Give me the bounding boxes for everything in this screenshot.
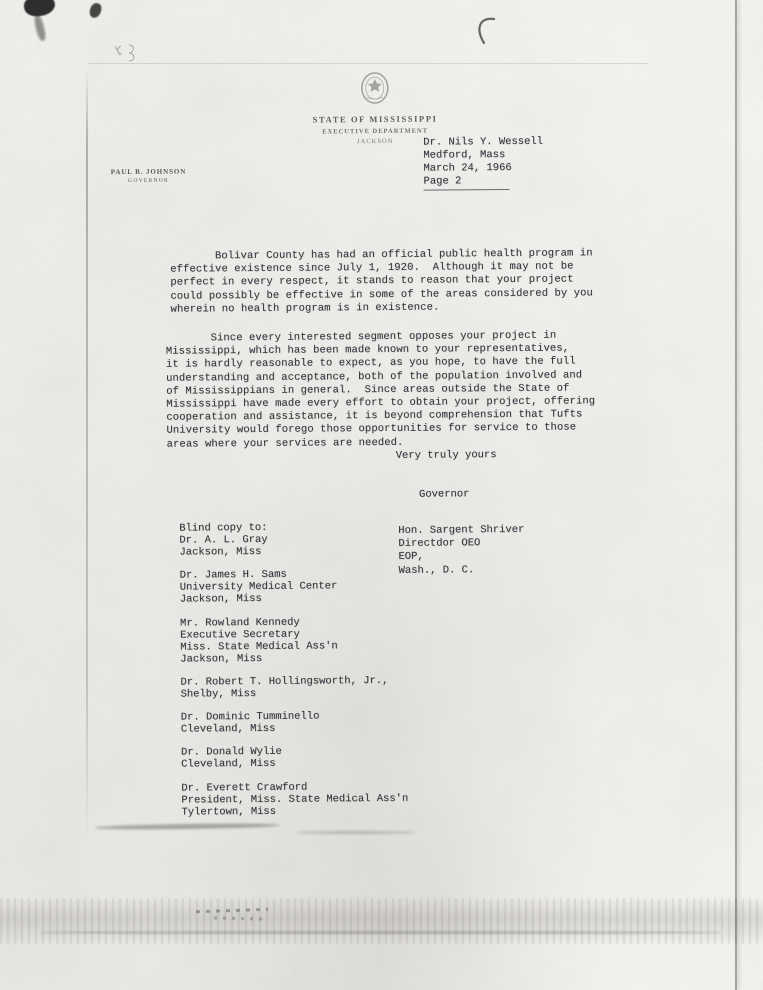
bcc-line: Dr. Donald Wylie (180, 746, 282, 759)
blind-copy-label: Blind copy to: (179, 521, 268, 535)
page-number-text: Page 2 (423, 175, 509, 191)
copy-recipient-block (398, 524, 524, 578)
letterhead-department: EXECUTIVE DEPARTMENT (322, 127, 429, 136)
bcc-line: Shelby, Miss (180, 688, 257, 701)
blind-copy-recipient (181, 710, 408, 736)
bcc-line: Dr. Everett Crawford (181, 781, 308, 795)
bcc-line: Jackson, Miss (179, 593, 262, 607)
bcc-line: Mr. Rowland Kennedy (179, 616, 300, 630)
bcc-line: Jackson, Miss (179, 546, 262, 559)
bcc-line: President, Miss. State Medical Ass'n (181, 792, 409, 807)
bcc-line: Dr. Robert T. Hollingsworth, Jr., (180, 674, 389, 689)
closing-line: Very truly yours (395, 449, 497, 462)
blind-copy-recipient (181, 780, 408, 818)
bcc-line: University Medical Center (179, 580, 338, 594)
blind-copy-recipient (181, 745, 408, 771)
blind-copy-list (179, 521, 408, 819)
ccr-line: Wash., D. C. (398, 563, 475, 577)
bcc-line: Dr. A. L. Gray (179, 533, 268, 547)
letter-date: March 24, 1966 (423, 161, 512, 175)
bcc-line: Tylertown, Miss (181, 805, 277, 819)
bcc-line: Executive Secretary (180, 628, 300, 642)
ccr-line: Directdor OEO (398, 537, 481, 551)
governor-name-block (91, 167, 205, 184)
letterhead-state-name: STATE OF MISSISSIPPI (312, 113, 438, 125)
body-paragraph-1: Bolivar County has had an official public health program in effective existence since July 1, 1920. Although it may not be perfect in every respect, it stands to reason that your project could possibly be effective in some of the areas considered by you wherein no health program is in existence. (170, 247, 593, 316)
bcc-line: Miss. State Medical Ass'n (180, 640, 338, 654)
blind-copy-recipient (180, 675, 407, 701)
recipient-name: Dr. Nils Y. Wessell (423, 135, 544, 149)
letterhead-city: JACKSON (357, 137, 394, 146)
blind-copy-recipient (180, 568, 407, 606)
blind-copy-recipient (179, 533, 406, 559)
blind-copy-recipient (180, 615, 407, 665)
bcc-line: Dr. Dominic Tumminello (180, 710, 320, 724)
bcc-line: Dr. James H. Sams (179, 569, 287, 582)
governor-title: GOVERNOR (128, 177, 170, 184)
body-paragraph-2: Since every interested segment opposes your project in Mississippi, which has been made known to your representatives, it is hardly reasonable to expect, as you hope, to have the full understanding and acceptance, both of the population involved and of Mississippians in general. Since areas outside the State of Mississippi have made every effort to obtain your project, offering cooperation and assistance, it is beyond comprehension that Tufts University would forego those opportunities for service to those areas where your services are needed. (165, 329, 596, 451)
signature-title: Governor (418, 488, 470, 501)
recipient-city: Medford, Mass (423, 148, 506, 162)
governor-name: PAUL B. JOHNSON (110, 167, 187, 177)
page-number (423, 174, 543, 190)
bcc-line: Jackson, Miss (180, 652, 263, 666)
letterhead (275, 69, 476, 146)
bcc-line: Cleveland, Miss (181, 758, 276, 771)
ccr-line: EOP, (398, 551, 424, 564)
ccr-line: Hon. Sargent Shriver (398, 523, 525, 537)
recipient-address-block (423, 136, 543, 191)
state-seal-icon (358, 70, 392, 106)
bcc-line: Cleveland, Miss (180, 723, 276, 736)
